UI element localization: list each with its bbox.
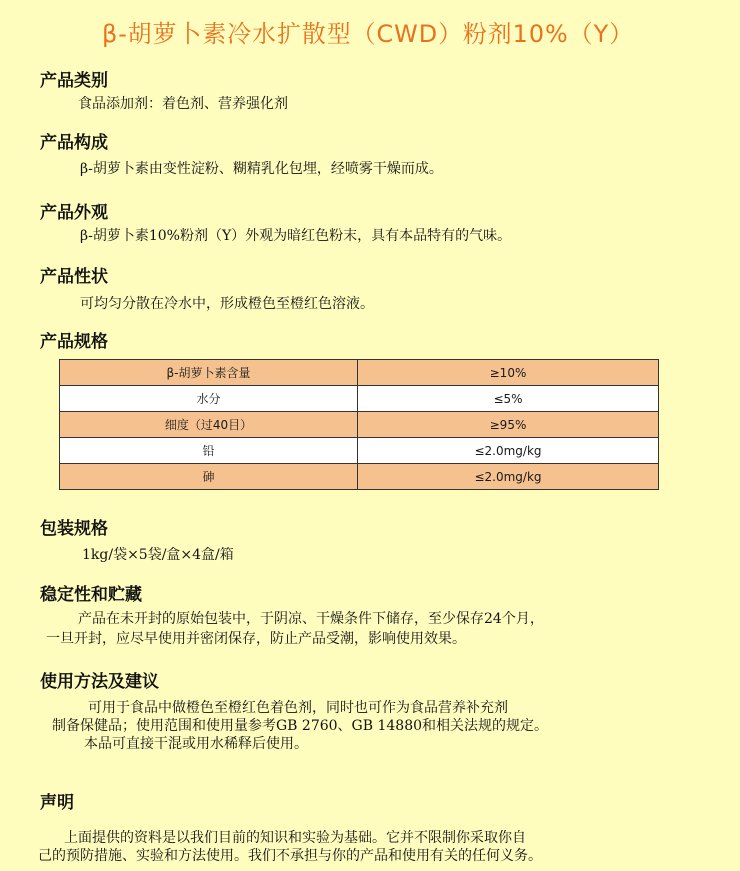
appearance-text: β-胡萝卜素10%粉剂（Y）外观为暗红色粉末，具有本品特有的气味。 [80,228,512,244]
spec-item: 细度（过40目） [60,412,358,438]
storage-heading: 稳定性和贮藏 [40,585,142,605]
table-row [60,386,659,412]
properties-text: 可均匀分散在冷水中，形成橙色至橙红色溶液。 [80,296,374,312]
composition-heading: 产品构成 [40,133,108,153]
table-row [60,360,659,386]
spec-item: 砷 [60,464,358,490]
category-text: 食品添加剂：着色剂、营养强化剂 [78,96,288,112]
specs-heading: 产品规格 [40,332,108,352]
spec-value: ≥10% [358,360,659,386]
spec-item: 水分 [60,386,358,412]
statement-line-2: 己的预防措施、实验和方法使用。我们不承担与你的产品和使用有关的任何义务。 [38,848,542,864]
category-heading: 产品类别 [40,71,108,91]
statement-heading: 声明 [40,793,74,813]
page-title: β-胡萝卜素冷水扩散型（CWD）粉剂10%（Y） [101,20,635,48]
spec-item: β-胡萝卜素含量 [60,360,358,386]
packaging-text: 1kg/袋×5袋/盒×4盒/箱 [82,547,234,563]
usage-heading: 使用方法及建议 [40,672,159,692]
spec-value: ≤5% [358,386,659,412]
spec-item: 铅 [60,438,358,464]
spec-table [59,359,659,490]
composition-text: β-胡萝卜素由变性淀粉、糊精乳化包埋，经喷雾干燥而成。 [80,161,443,177]
appearance-heading: 产品外观 [40,203,108,223]
packaging-heading: 包装规格 [40,519,108,539]
storage-line-1: 产品在未开封的原始包装中，于阴凉、干燥条件下储存，至少保存24个月， [78,611,544,627]
usage-line-1: 可用于食品中做橙色至橙红色着色剂，同时也可作为食品营养补充剂 [88,700,508,716]
statement-line-1: 上面提供的资料是以我们目前的知识和实验为基础。它并不限制你采取你自 [64,830,526,846]
spec-value: ≤2.0mg/kg [358,464,659,490]
usage-line-2: 制备保健品；使用范围和使用量参考GB 2760、GB 14880和相关法规的规定。 [52,718,549,734]
usage-line-3: 本品可直接干混或用水稀释后使用。 [84,736,308,752]
table-row [60,412,659,438]
table-row [60,464,659,490]
spec-value: ≤2.0mg/kg [358,438,659,464]
spec-value: ≥95% [358,412,659,438]
table-row [60,438,659,464]
storage-line-2: 一旦开封，应尽早使用并密闭保存，防止产品受潮，影响使用效果。 [46,631,466,647]
properties-heading: 产品性状 [40,267,108,287]
